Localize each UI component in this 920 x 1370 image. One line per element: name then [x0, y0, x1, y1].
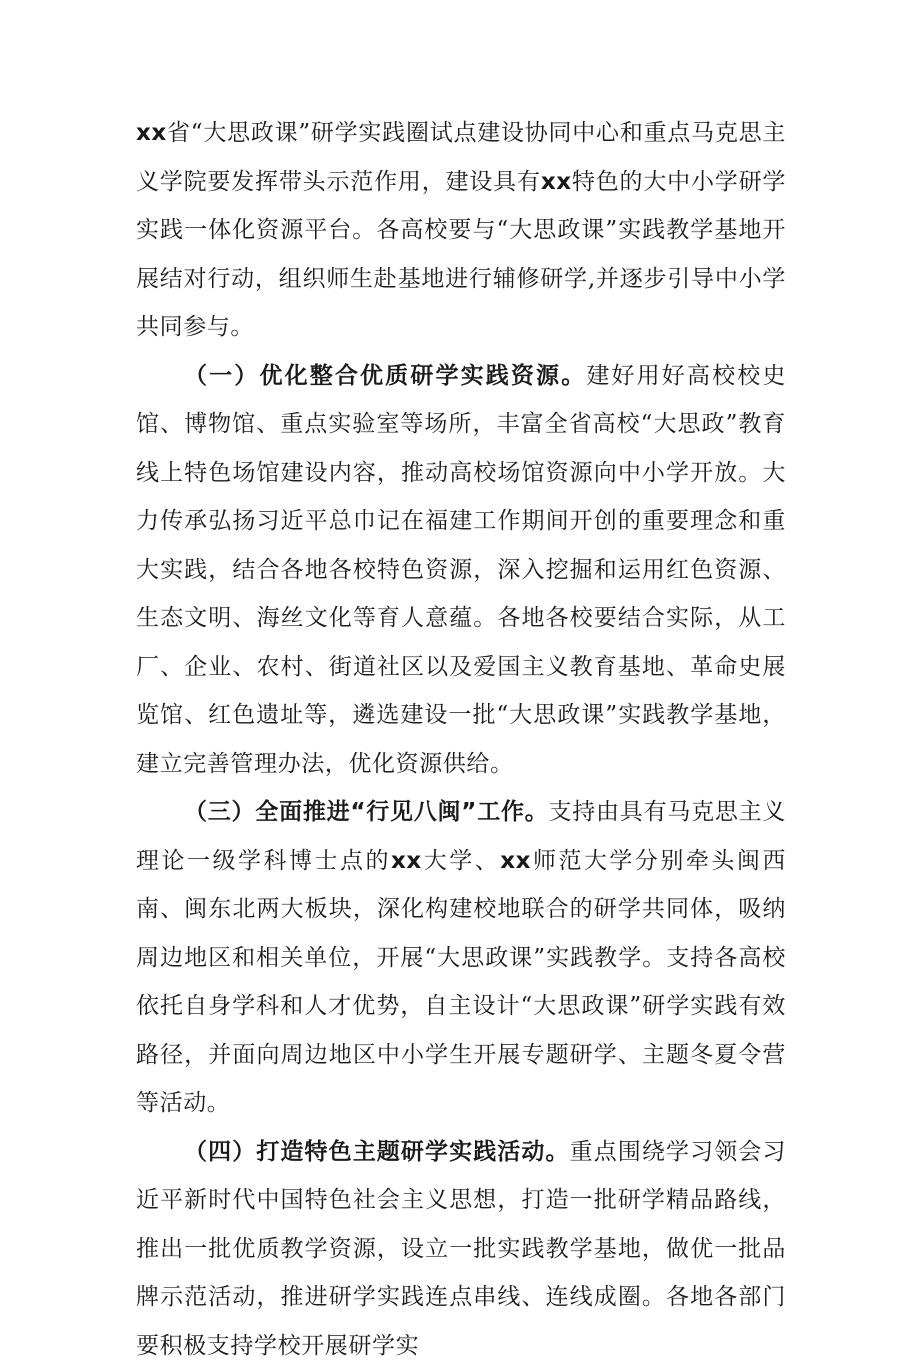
paragraph-section-3 [136, 788, 786, 1128]
paragraph-text: 重点围绕学习领会习近平新时代中国特色社会主义思想，打造一批研学精品路线，推出一批优质教学资源，设立一批实践教学基地，做优一批品牌示范活动，推进研学实践连点串线、连线成圈。各地各部门要积极支持学校开展研学实 [136, 1139, 786, 1359]
paragraph-text: 支持由具有马克思主义理论一级学科博士点的 [136, 799, 786, 874]
paragraph-text: 省“大思政课”研学实践圈试点建设协同中心和重点马克思主义学院要发挥带头示范作用，建设具有 [136, 120, 786, 195]
paragraph-section-1 [136, 352, 786, 789]
section-heading: （四）打造特色主题研学实践活动。 [184, 1139, 570, 1165]
placeholder-xx: xx [541, 169, 572, 195]
section-heading: （一）优化整合优质研学实践资源。 [184, 363, 586, 389]
placeholder-xx: xx [136, 120, 167, 146]
paragraph-text: 特色的大中小学研学实践一体化资源平台。各高校要与“大思政课”实践教学基地开展结对行动，组织师生赴基地进行辅修研学,并逐步引导中小学共同参与。 [136, 169, 786, 341]
placeholder-xx: xx [500, 848, 531, 874]
placeholder-xx: xx [391, 848, 422, 874]
section-heading: （三）全面推进“行见八闽”工作。 [184, 799, 549, 825]
paragraph-text: 大学、 [422, 848, 500, 874]
paragraph-text: 师范大学分别牵头闽西南、闽东北两大板块，深化构建校地联合的研学共同体，吸纳周边地区和相关单位，开展“大思政课”实践教学。支持各高校依托自身学科和人才优势，自主设计“大思政课”研学实践有效路径，并面向周边地区中小学生开展专题研学、主题冬夏令营等活动。 [136, 848, 786, 1117]
paragraph-intro [136, 109, 786, 352]
paragraph-section-4 [136, 1128, 786, 1370]
paragraph-text: 建好用好高校校史馆、博物馆、重点实验室等场所，丰富全省高校“大思政”教育线上特色场馆建设内容，推动高校场馆资源向中小学开放。大力传承弘扬习近平总巾记在福建工作期间开创的重要理念和重大实践，结合各地各校特色资源，深入挖掘和运用红色资源、生态文明、海丝文化等育人意蕴。各地各校要结合实际，从工厂、企业、农村、街道社区以及爱国主义教育基地、革命史展览馆、红色遗址等，遴选建设一批“大思政课”实践教学基地，建立完善管理办法，优化资源供给。 [136, 363, 786, 777]
